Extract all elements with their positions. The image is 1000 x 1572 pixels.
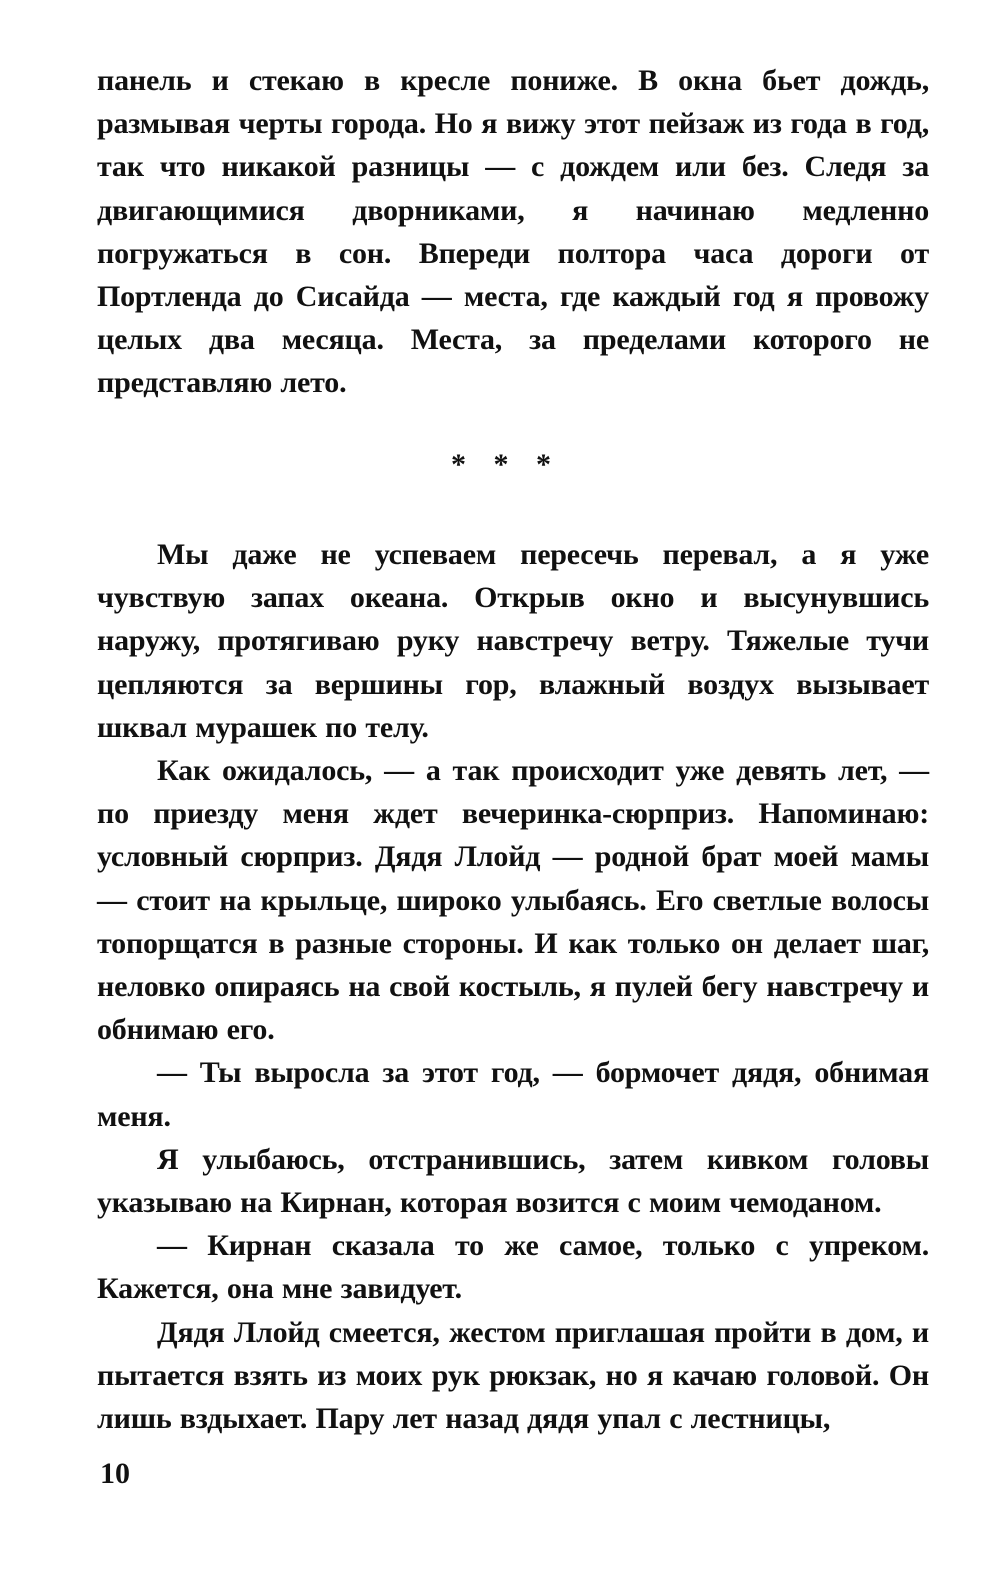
paragraph-3: — Ты выросла за этот год, — бормочет дядя, обнимая меня. — [97, 1056, 929, 1133]
paragraph-6: Дядя Ллойд смеется, жестом приглашая пройти в дом, и пытается взять из моих рук рюкзак, но я качаю головой. Он лишь вздыхает. Пару лет назад дядя упал с лестницы, — [97, 1315, 929, 1436]
page-number: 10 — [100, 1457, 130, 1490]
paragraph-2: Как ожидалось, — а так происходит уже девять лет, — по приезду меня ждет вечеринка-сюрприз. Напоминаю: условный сюрприз. Дядя Ллойд — родной брат моей мамы — стоит на крыльце, широко улыбаясь. Его светлые волосы топорщатся в разные стороны. И как только он делает шаг, неловко опираясь на свой костыль, я пулей бегу навстречу и обнимаю его. — [97, 754, 929, 1047]
continuation-text — [97, 59, 929, 405]
main-text — [97, 533, 929, 1440]
paragraph-5: — Кирнан сказала то же самое, только с упреком. Кажется, она мне завидует. — [97, 1229, 929, 1306]
paragraph-1: Мы даже не успеваем пересечь перевал, а я уже чувствую запах океана. Открыв окно и высунувшись наружу, протягиваю руку навстречу ветру. Тяжелые тучи цепляются за вершины гор, влажный воздух вызывает шквал мурашек по телу. — [97, 538, 929, 744]
section-separator: * * * — [451, 448, 561, 481]
paragraph-continued: панель и стекаю в кресле пониже. В окна бьет дождь, размывая черты города. Но я вижу этот пейзаж из года в год, так что никакой разницы — с дождем или без. Следя за двигающимися дворниками, я начинаю медленно погружаться в сон. Впереди полтора часа дороги от Портленда до Сисайда — места, где каждый год я провожу целых два месяца. Места, за пределами которого не представляю лето. — [97, 64, 929, 400]
paragraph-4: Я улыбаюсь, отстранившись, затем кивком головы указываю на Кирнан, которая возится с моим чемоданом. — [97, 1142, 929, 1220]
